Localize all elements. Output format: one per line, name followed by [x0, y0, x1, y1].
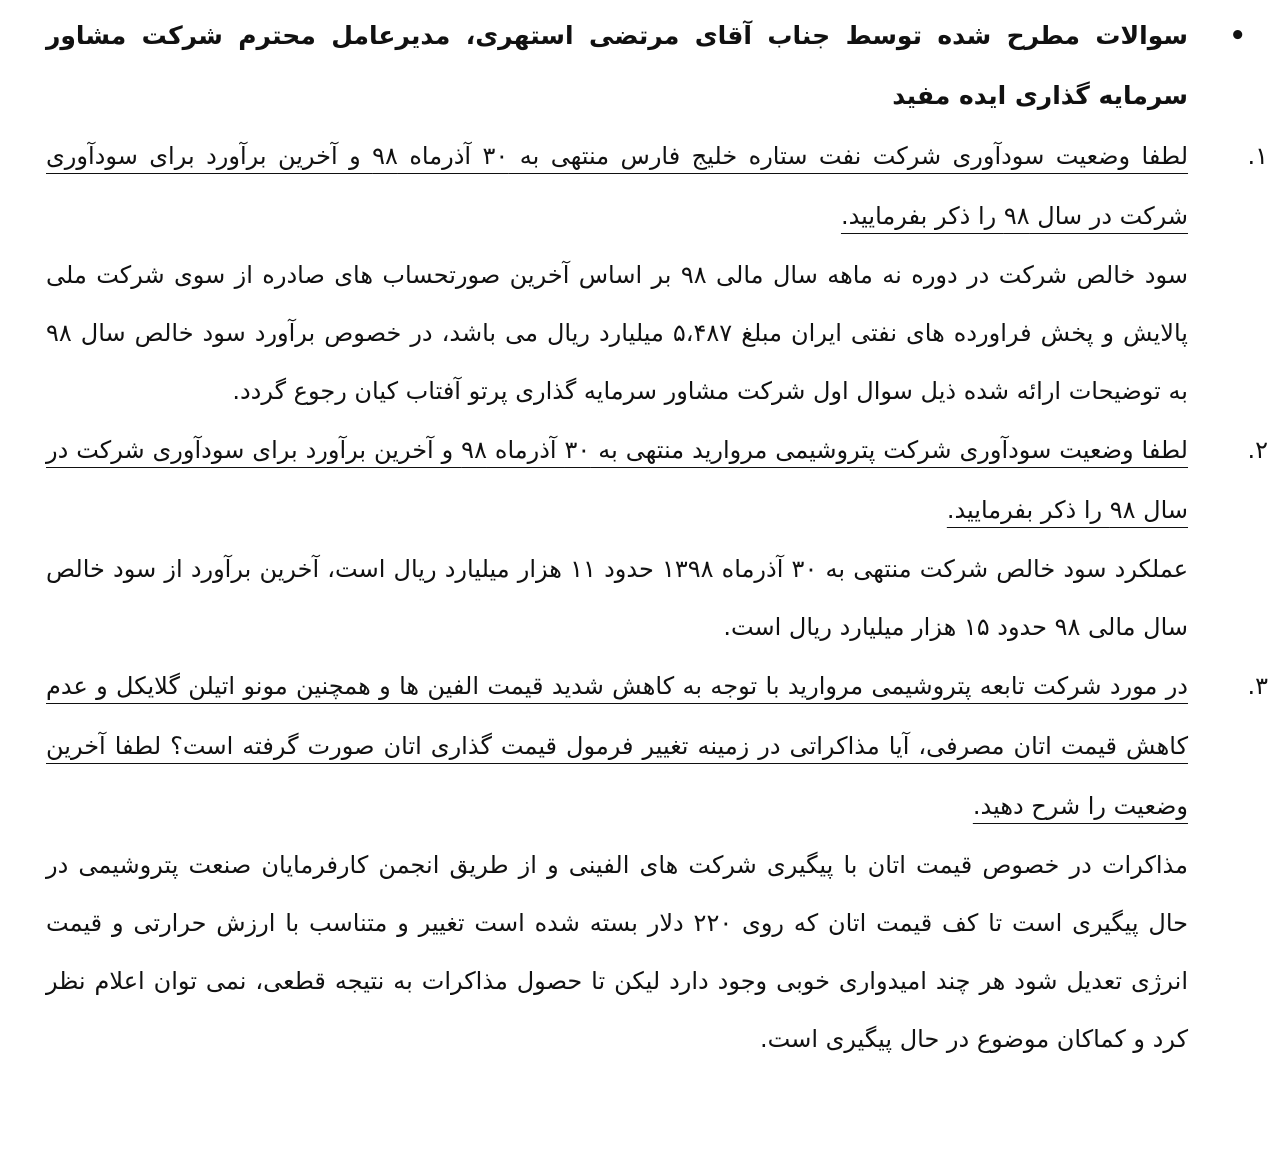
question-1 [46, 126, 1268, 246]
question-number: ۳. [1247, 672, 1268, 700]
question-3 [46, 656, 1268, 836]
heading-text: سوالات مطرح شده توسط جناب آقای مرتضی استهری، مدیرعامل محترم شرکت مشاور سرمایه گذاری ایده مفید [46, 21, 1188, 110]
question-number: ۲. [1247, 436, 1268, 464]
bullet-marker: • [1229, 21, 1246, 51]
question-2 [46, 420, 1268, 540]
section-heading [46, 6, 1246, 126]
answer-3: مذاکرات در خصوص قیمت اتان با پیگیری شرکت های الفینی و از طریق انجمن کارفرمایان صنعت پتروشیمی در حال پیگیری است تا کف قیمت اتان که روی ۲۲۰ دلار بسته شده است تغییر و متناسب با ارزش حرارتی و قیمت انرژی تعدیل شود هر چند امیدواری خوبی وجود دارد لیکن تا حصول مذاکرات به نتیجه قطعی، نمی توان اعلام نظر کرد و کماکان موضوع در حال پیگیری است. [46, 851, 1189, 1053]
answer-1: سود خالص شرکت در دوره نه ماهه سال مالی ۹۸ بر اساس آخرین صورتحساب های صادره از سوی شرکت ملی پالایش و پخش فراورده های نفتی ایران مبلغ ۵،۴۸۷ میلیارد ریال می باشد، در خصوص برآورد سود خالص سال ۹۸ به توضیحات ارائه شده ذیل سوال اول شرکت مشاور سرمایه گذاری پرتو آفتاب کیان رجوع گردد. [46, 261, 1188, 405]
question-text: در مورد شرکت تابعه پتروشیمی مروارید با توجه به کاهش شدید قیمت الفین ها و همچنین مونو اتیلن گلایکل و عدم کاهش قیمت اتان مصرفی، آیا مذاکراتی در زمینه تغییر فرمول قیمت گذاری اتان صورت گرفته است؟ لطفا آخرین وضعیت را شرح دهید. [46, 672, 1188, 820]
question-number: ۱. [1247, 142, 1268, 170]
question-text: لطفا وضعیت سودآوری شرکت نفت ستاره خلیج فارس منتهی به ۳۰ آذرماه ۹۸ و آخرین برآورد برای سودآوری شرکت در سال ۹۸ را ذکر بفرمایید. [46, 142, 1189, 230]
answer-2: عملکرد سود خالص شرکت منتهی به ۳۰ آذرماه ۱۳۹۸ حدود ۱۱ هزار میلیارد ریال است، آخرین برآورد از سود خالص سال مالی ۹۸ حدود ۱۵ هزار میلیارد ریال است. [46, 555, 1189, 641]
question-text: لطفا وضعیت سودآوری شرکت پتروشیمی مروارید منتهی به ۳۰ آذرماه ۹۸ و آخرین برآورد برای سودآوری شرکت در سال ۹۸ را ذکر بفرمایید. [46, 436, 1188, 524]
